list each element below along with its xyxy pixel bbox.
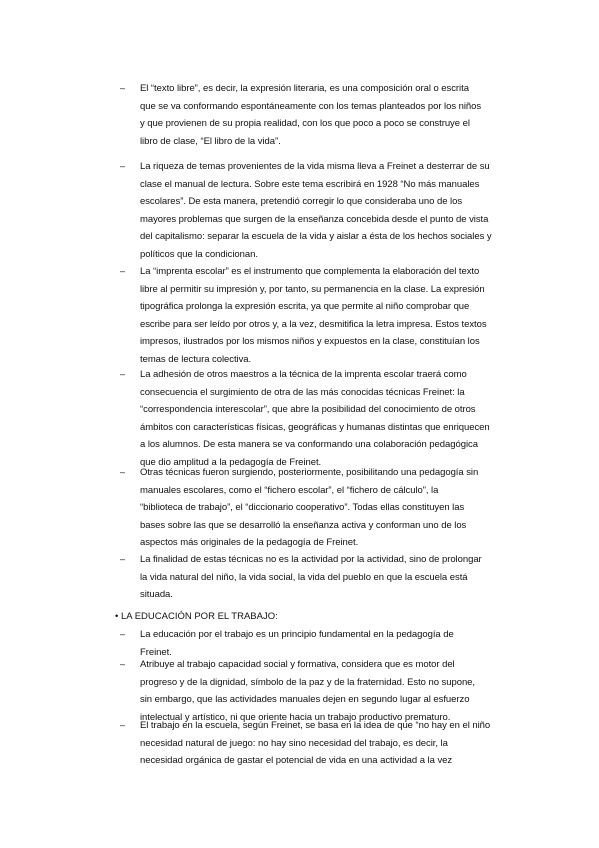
- paragraph-text: [140, 656, 520, 726]
- text-line: y que provienen de su propia realidad, con los que poco a poco se construye el: [140, 118, 470, 129]
- text-line: del capitalismo: separar la escuela de la vida y aislar a ésta de los hechos sociales y: [140, 231, 492, 242]
- text-line: a los alumnos. De esta manera se va conformando una colaboración pedagógica: [140, 439, 478, 450]
- text-line: impresos, ilustrados por los mismos niños y expuestos en la clase, constituían los: [140, 336, 480, 347]
- text-line: la vida natural del niño, la vida social, la vida del pueblo en que la escuela está: [140, 571, 468, 583]
- text-line: escolares”. De esta manera, pretendió corregir lo que consideraba uno de los: [140, 196, 463, 207]
- text-line: libre al permitir su impresión y, por tanto, su permanencia en la clase. La expresión: [140, 283, 485, 295]
- text-line: La riqueza de temas provenientes de la vida misma lleva a Freinet a desterrar de su: [140, 161, 490, 172]
- text-line: sin embargo, que las actividades manuales dejen en segundo lugar al esfuerzo: [140, 694, 470, 705]
- text-line: ámbitos con características físicas, geográficas y humanas distintas que enriquecen: [140, 421, 490, 433]
- text-line: aspectos más originales de la pedagogía de Freinet.: [140, 537, 359, 548]
- text-line: progreso y de la dignidad, símbolo de la paz y de la fraternidad. Esto no supone,: [140, 676, 476, 688]
- text-line: Otras técnicas fueron surgiendo, posteriormente, posibilitando una pedagogía sin: [140, 467, 479, 478]
- text-line: necesidad orgánica de gastar el potencial de vida en una actividad a la vez: [140, 755, 453, 766]
- paragraph-text: [140, 464, 520, 552]
- bullet-dash: –: [120, 554, 126, 564]
- section-heading: • LA EDUCACIÓN POR EL TRABAJO:: [115, 611, 278, 622]
- text-line: libro de clase, “El libro de la vida”.: [140, 135, 281, 147]
- text-line: La adhesión de otros maestros a la técnica de la imprenta escolar traerá como: [140, 369, 467, 380]
- text-line: temas de lectura colectiva.: [140, 353, 252, 365]
- text-line: bases sobre las que se desarrolló la enseñanza activa y conforman uno de los: [140, 519, 467, 531]
- text-line: La finalidad de estas técnicas no es la actividad por la actividad, sino de prolongar: [140, 554, 482, 565]
- text-line: El “texto libre”, es decir, la expresión literaria, es una composición oral o escrita: [140, 83, 469, 94]
- bullet-dash: –: [120, 161, 126, 171]
- text-line: La educación por el trabajo es un principio fundamental en la pedagogía de: [140, 629, 454, 640]
- bullet-dash: –: [120, 629, 126, 639]
- paragraph-text: [140, 263, 520, 368]
- text-line: El trabajo en la escuela, según Freinet, se basa en la idea de que “no hay en el niño: [140, 720, 491, 731]
- bullet-dash: –: [120, 720, 126, 730]
- text-line: intelectual y artístico, ni que oriente hacia un trabajo productivo prematuro.: [140, 711, 451, 723]
- bullet-dash: –: [120, 467, 126, 477]
- text-line: necesidad natural de juego: no hay sino necesidad del trabajo, es decir, la: [140, 737, 448, 749]
- paragraph-text: [140, 551, 520, 604]
- text-line: políticos que la condicionan.: [140, 248, 258, 260]
- paragraph-text: [140, 80, 520, 150]
- bullet-dash: –: [120, 659, 126, 669]
- text-line: tipográfica prolonga la expresión escrita, ya que permite al niño comprobar que: [140, 301, 470, 312]
- text-line: consecuencia el surgimiento de otra de las más conocidas técnicas Freinet: la: [140, 386, 465, 398]
- text-line: que se va conformando espontáneamente con los temas planteados por los niños: [140, 100, 482, 112]
- paragraph-text: [140, 158, 520, 263]
- bullet-dash: –: [120, 83, 126, 93]
- paragraph-text: [140, 717, 520, 770]
- text-line: Atribuye al trabajo capacidad social y formativa, considera que es motor del: [140, 659, 455, 670]
- text-line: clase el manual de lectura. Sobre este tema escribirá en 1928 “No más manuales: [140, 178, 480, 190]
- text-line: que dio amplitud a la pedagogía de Freinet.: [140, 456, 322, 468]
- paragraph-text: [140, 366, 520, 471]
- text-line: La “imprenta escolar” es el instrumento que complementa la elaboración del texto: [140, 266, 480, 277]
- text-line: manuales escolares, como el “fichero escolar”, el “fichero de cálculo”, la: [140, 484, 439, 496]
- bullet-dash: –: [120, 266, 126, 276]
- text-line: escribe para ser leído por otros y, a la vez, desmitifica la letra impresa. Estos textos: [140, 318, 487, 330]
- bullet-dash: –: [120, 369, 126, 379]
- text-line: mayores problemas que surgen de la enseñanza concebida desde el punto de vista: [140, 213, 489, 225]
- text-line: “biblioteca de trabajo”, el “diccionario cooperativo”. Todas ellas constituyen las: [140, 502, 465, 513]
- text-line: “correspondencia interescolar”, que abre la posibilidad del conocimiento de otros: [140, 404, 476, 415]
- text-line: Freinet.: [140, 646, 172, 658]
- text-line: situada.: [140, 589, 173, 600]
